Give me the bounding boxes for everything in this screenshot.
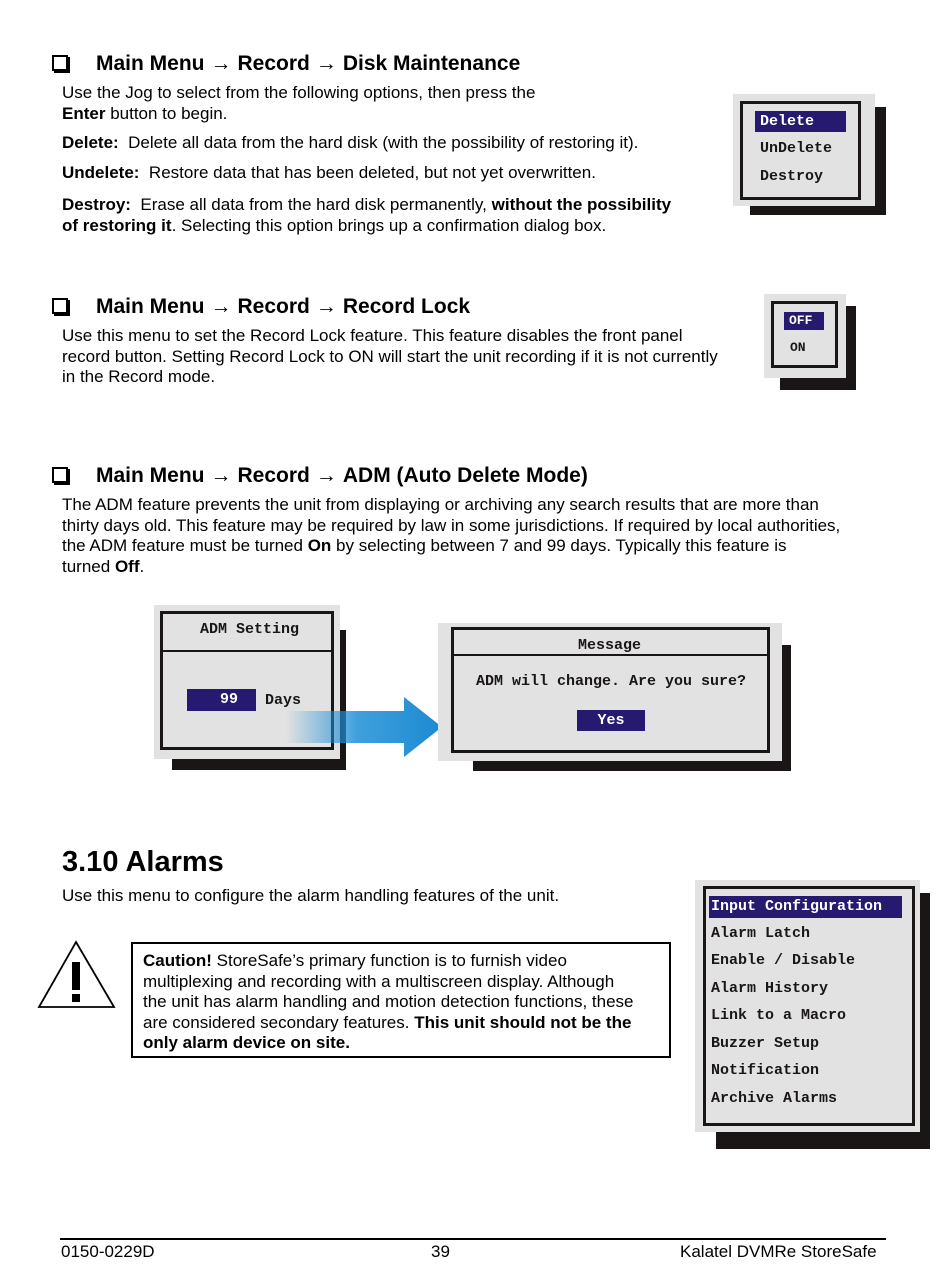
yes-button[interactable]: Yes xyxy=(577,710,645,731)
menu-item-alarm-history[interactable]: Alarm History xyxy=(711,980,829,997)
warning-triangle-icon xyxy=(37,940,117,1010)
menu-item-input-configuration[interactable]: Input Configuration xyxy=(709,896,902,918)
arrow-right-icon: → xyxy=(315,295,337,318)
message-text: ADM will change. Are you sure? xyxy=(476,673,747,690)
intro-rest: button to begin. xyxy=(105,103,228,123)
arrow-right-icon: → xyxy=(210,464,232,487)
destroy-term: Destroy: xyxy=(62,195,131,214)
heading-part: Record xyxy=(237,52,310,75)
menu-item-off[interactable]: OFF xyxy=(784,312,824,330)
text-span: the ADM feature must be turned xyxy=(62,536,308,555)
text-line xyxy=(143,951,659,972)
destroy-text: . Selecting this option brings up a confirmation dialog box. xyxy=(171,215,607,235)
text-span: are considered secondary features. xyxy=(143,1012,415,1032)
menu-item-alarm-latch[interactable]: Alarm Latch xyxy=(711,925,811,942)
title-divider xyxy=(453,654,768,656)
destroy-warning: of restoring it xyxy=(62,215,172,235)
menu-item-archive-alarms[interactable]: Archive Alarms xyxy=(711,1090,838,1107)
heading-part: ADM (Auto Delete Mode) xyxy=(342,464,588,487)
alarms-intro: Use this menu to configure the alarm handling features of the unit. xyxy=(62,886,560,905)
text-line xyxy=(62,536,840,557)
record-lock-description xyxy=(62,326,718,388)
footer-product-name: Kalatel DVMRe StoreSafe xyxy=(680,1242,877,1261)
caution-box xyxy=(131,942,671,1058)
menu-item-undelete[interactable]: UnDelete xyxy=(760,140,833,157)
text-line: multiplexing and recording with a multiscreen display. Although xyxy=(143,971,615,991)
menu-item-destroy[interactable]: Destroy xyxy=(760,168,824,185)
destroy-text: Erase all data from the hard disk permanently, xyxy=(140,195,492,214)
heading-adm xyxy=(50,464,588,488)
text-line: thirty days old. This feature may be required by law in some jurisdictions. If required by local authorities, xyxy=(62,515,841,535)
menu-item-buzzer-setup[interactable]: Buzzer Setup xyxy=(711,1035,820,1052)
destroy-warning: without the possibility xyxy=(491,195,672,214)
checkbox-bullet-icon xyxy=(52,467,68,483)
heading-part: Record xyxy=(237,295,310,318)
delete-text: Delete all data from the hard disk (with the possibility of restoring it). xyxy=(128,133,639,152)
caution-emphasis: only alarm device on site. xyxy=(143,1033,350,1052)
undelete-text: Restore data that has been deleted, but not yet overwritten. xyxy=(148,163,596,182)
text-line xyxy=(143,1013,659,1034)
transition-arrow-icon xyxy=(286,697,444,757)
footer-divider xyxy=(60,1238,886,1240)
on-term: On xyxy=(307,536,332,555)
text-line xyxy=(143,1033,659,1054)
caution-label: Caution! xyxy=(143,951,212,970)
days-unit-label: Days xyxy=(265,692,302,709)
menu-item-on[interactable]: ON xyxy=(790,340,806,355)
delete-description xyxy=(62,133,638,154)
days-value-field[interactable]: 99 xyxy=(187,689,256,711)
text-span: . xyxy=(139,556,145,576)
menu-item-link-to-macro[interactable]: Link to a Macro xyxy=(711,1007,847,1024)
text-line: the unit has alarm handling and motion detection functions, these xyxy=(143,992,634,1011)
text-line: Use this menu to set the Record Lock feature. This feature disables the front panel xyxy=(62,326,683,345)
heading-part: Main Menu xyxy=(96,52,205,75)
section-number: 3.10 xyxy=(62,846,119,878)
intro-line xyxy=(62,104,535,125)
text-line: record button. Setting Record Lock to ON will start the unit recording if it is not currently xyxy=(62,346,718,366)
menu-item-enable-disable[interactable]: Enable / Disable xyxy=(711,952,856,969)
heading-part: Disk Maintenance xyxy=(342,52,521,75)
footer-doc-number: 0150-0229D xyxy=(61,1242,155,1261)
title-divider xyxy=(162,650,332,652)
caution-emphasis: This unit should not be the xyxy=(414,1012,632,1032)
disk-intro xyxy=(62,83,535,124)
delete-term: Delete: xyxy=(62,133,119,152)
adm-setting-title: ADM Setting xyxy=(200,621,300,638)
adm-description xyxy=(62,495,840,577)
heading-record-lock xyxy=(50,295,470,319)
heading-disk-maintenance xyxy=(50,52,520,76)
destroy-description xyxy=(62,195,671,236)
heading-part: Record Lock xyxy=(342,295,471,318)
menu-item-notification[interactable]: Notification xyxy=(711,1062,820,1079)
text-span: turned xyxy=(62,556,115,576)
undelete-term: Undelete: xyxy=(62,163,140,182)
text-span: StoreSafe’s primary function is to furnish video xyxy=(211,951,567,970)
text-line xyxy=(62,557,840,578)
text-line: in the Record mode. xyxy=(62,367,216,386)
checkbox-bullet-icon xyxy=(52,298,68,314)
intro-line: Use the Jog to select from the following options, then press the xyxy=(62,83,536,102)
enter-key-label: Enter xyxy=(62,103,106,123)
arrow-right-icon: → xyxy=(315,52,337,75)
footer-page-number: 39 xyxy=(431,1242,450,1261)
arrow-right-icon: → xyxy=(210,295,232,318)
menu-item-delete[interactable]: Delete xyxy=(755,111,846,132)
arrow-right-icon: → xyxy=(315,464,337,487)
arrow-right-icon: → xyxy=(210,52,232,75)
heading-part: Main Menu xyxy=(96,464,205,487)
checkbox-bullet-icon xyxy=(52,55,68,71)
message-title: Message xyxy=(578,637,642,654)
text-line: The ADM feature prevents the unit from displaying or archiving any search results that are more than xyxy=(62,495,819,514)
undelete-description xyxy=(62,163,596,184)
text-span: by selecting between 7 and 99 days. Typically this feature is xyxy=(331,536,787,555)
section-title-alarms xyxy=(62,846,224,879)
heading-part: Main Menu xyxy=(96,295,205,318)
heading-part: Record xyxy=(237,464,310,487)
off-term: Off xyxy=(114,556,140,576)
section-title: Alarms xyxy=(125,846,224,878)
